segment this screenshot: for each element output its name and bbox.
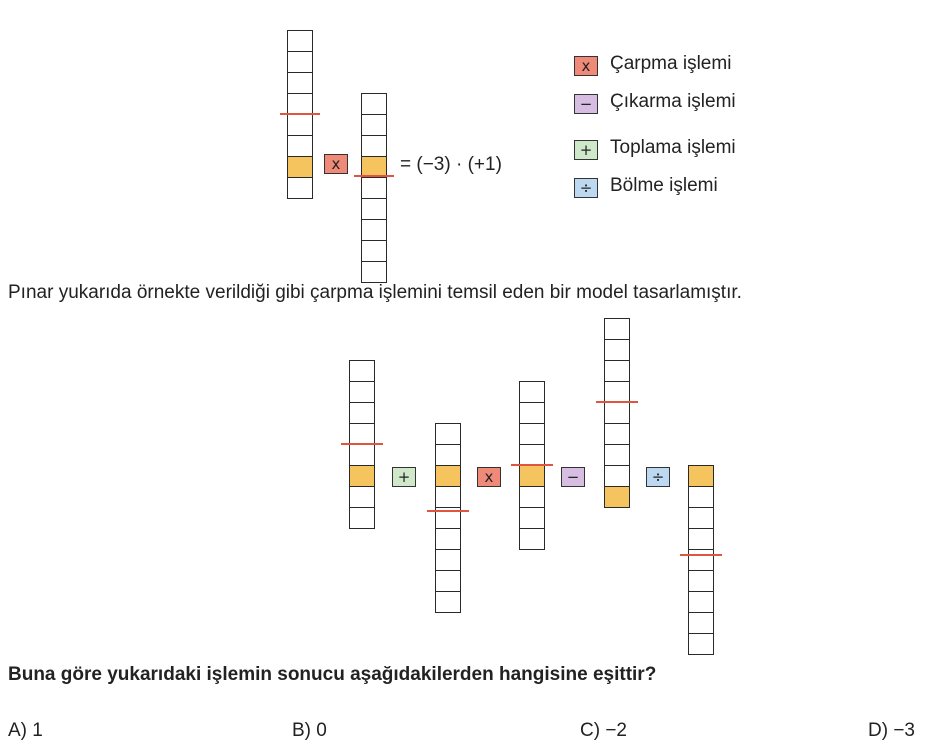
cell (287, 93, 313, 114)
cell (688, 633, 714, 655)
legend-subtract-label: Çıkarma işlemi (610, 91, 736, 112)
zero-cell (519, 465, 545, 486)
zero-cell (349, 465, 375, 486)
cell (604, 444, 630, 465)
subtract-symbol: − (566, 468, 580, 486)
cell (361, 177, 387, 198)
marker-line (354, 175, 394, 177)
cell (287, 177, 313, 199)
cell (349, 423, 375, 444)
zero-cell (361, 156, 387, 177)
cell (361, 135, 387, 156)
zero-cell (604, 486, 630, 508)
cell (349, 360, 375, 381)
example-equation: = (−3) · (+1) (400, 154, 502, 175)
cell (287, 114, 313, 135)
model-column-1 (349, 360, 375, 529)
cell (435, 528, 461, 549)
legend-add-box (574, 140, 598, 160)
example-column-right (361, 93, 387, 283)
marker-line (680, 554, 722, 556)
marker-line (280, 113, 320, 115)
choice-a[interactable]: A) 1 (8, 720, 43, 741)
legend-multiply-label: Çarpma işlemi (610, 53, 732, 74)
divide-symbol: ÷ (651, 468, 665, 486)
cell (349, 507, 375, 529)
cell (361, 198, 387, 219)
cell (287, 135, 313, 156)
choice-c[interactable]: C) −2 (580, 720, 627, 741)
subtract-operator-box (561, 467, 585, 487)
cell (604, 402, 630, 423)
cell (435, 486, 461, 507)
model-column-4 (604, 318, 630, 508)
description-paragraph: Pınar yukarıda örnekte verildiği gibi çarpma işlemini temsil eden bir model tasarlamıştır. (8, 282, 742, 303)
legend-multiply-box (574, 56, 598, 76)
cell (349, 402, 375, 423)
cell (349, 486, 375, 507)
cell (287, 51, 313, 72)
add-operator-box (392, 467, 416, 487)
zero-cell (435, 465, 461, 486)
legend-subtract-box (574, 94, 598, 114)
model-column-5 (688, 465, 714, 655)
marker-line (427, 510, 469, 512)
cell (604, 423, 630, 444)
multiply-symbol: x (581, 57, 591, 75)
multiply-symbol: x (331, 155, 341, 173)
cell (688, 612, 714, 633)
cell (519, 381, 545, 402)
cell (349, 444, 375, 465)
add-symbol: + (397, 468, 411, 486)
cell (604, 465, 630, 486)
cell (361, 240, 387, 261)
cell (688, 549, 714, 570)
cell (435, 444, 461, 465)
choice-b[interactable]: B) 0 (292, 720, 327, 741)
multiply-symbol: x (484, 468, 494, 486)
divide-operator-box (646, 467, 670, 487)
question-text: Buna göre yukarıdaki işlemin sonucu aşağıdakilerden hangisine eşittir? (8, 664, 657, 685)
cell (688, 591, 714, 612)
cell (519, 486, 545, 507)
legend-divide-box (574, 178, 598, 198)
cell (435, 549, 461, 570)
cell (361, 93, 387, 114)
add-symbol: + (579, 141, 593, 159)
cell (361, 114, 387, 135)
cell (519, 444, 545, 465)
cell (604, 360, 630, 381)
cell (361, 261, 387, 283)
multiply-operator-box (324, 154, 348, 174)
zero-cell (287, 156, 313, 177)
cell (349, 381, 375, 402)
cell (435, 591, 461, 613)
cell (519, 423, 545, 444)
cell (688, 486, 714, 507)
legend-divide-label: Bölme işlemi (610, 175, 718, 196)
model-column-3 (519, 381, 545, 550)
cell (604, 381, 630, 402)
cell (688, 528, 714, 549)
divide-symbol: ÷ (579, 179, 593, 197)
cell (604, 339, 630, 360)
marker-line (596, 401, 638, 403)
cell (519, 528, 545, 550)
cell (519, 402, 545, 423)
example-column-left (287, 30, 313, 199)
cell (287, 30, 313, 51)
zero-cell (688, 465, 714, 486)
legend-add-label: Toplama işlemi (610, 137, 736, 158)
cell (688, 570, 714, 591)
cell (519, 507, 545, 528)
marker-line (511, 464, 553, 466)
choice-d[interactable]: D) −3 (868, 720, 915, 741)
cell (361, 219, 387, 240)
model-column-2 (435, 423, 461, 613)
cell (435, 570, 461, 591)
cell (435, 423, 461, 444)
marker-line (341, 443, 383, 445)
multiply-operator-box (477, 467, 501, 487)
cell (688, 507, 714, 528)
cell (287, 72, 313, 93)
subtract-symbol: − (579, 95, 593, 113)
cell (604, 318, 630, 339)
